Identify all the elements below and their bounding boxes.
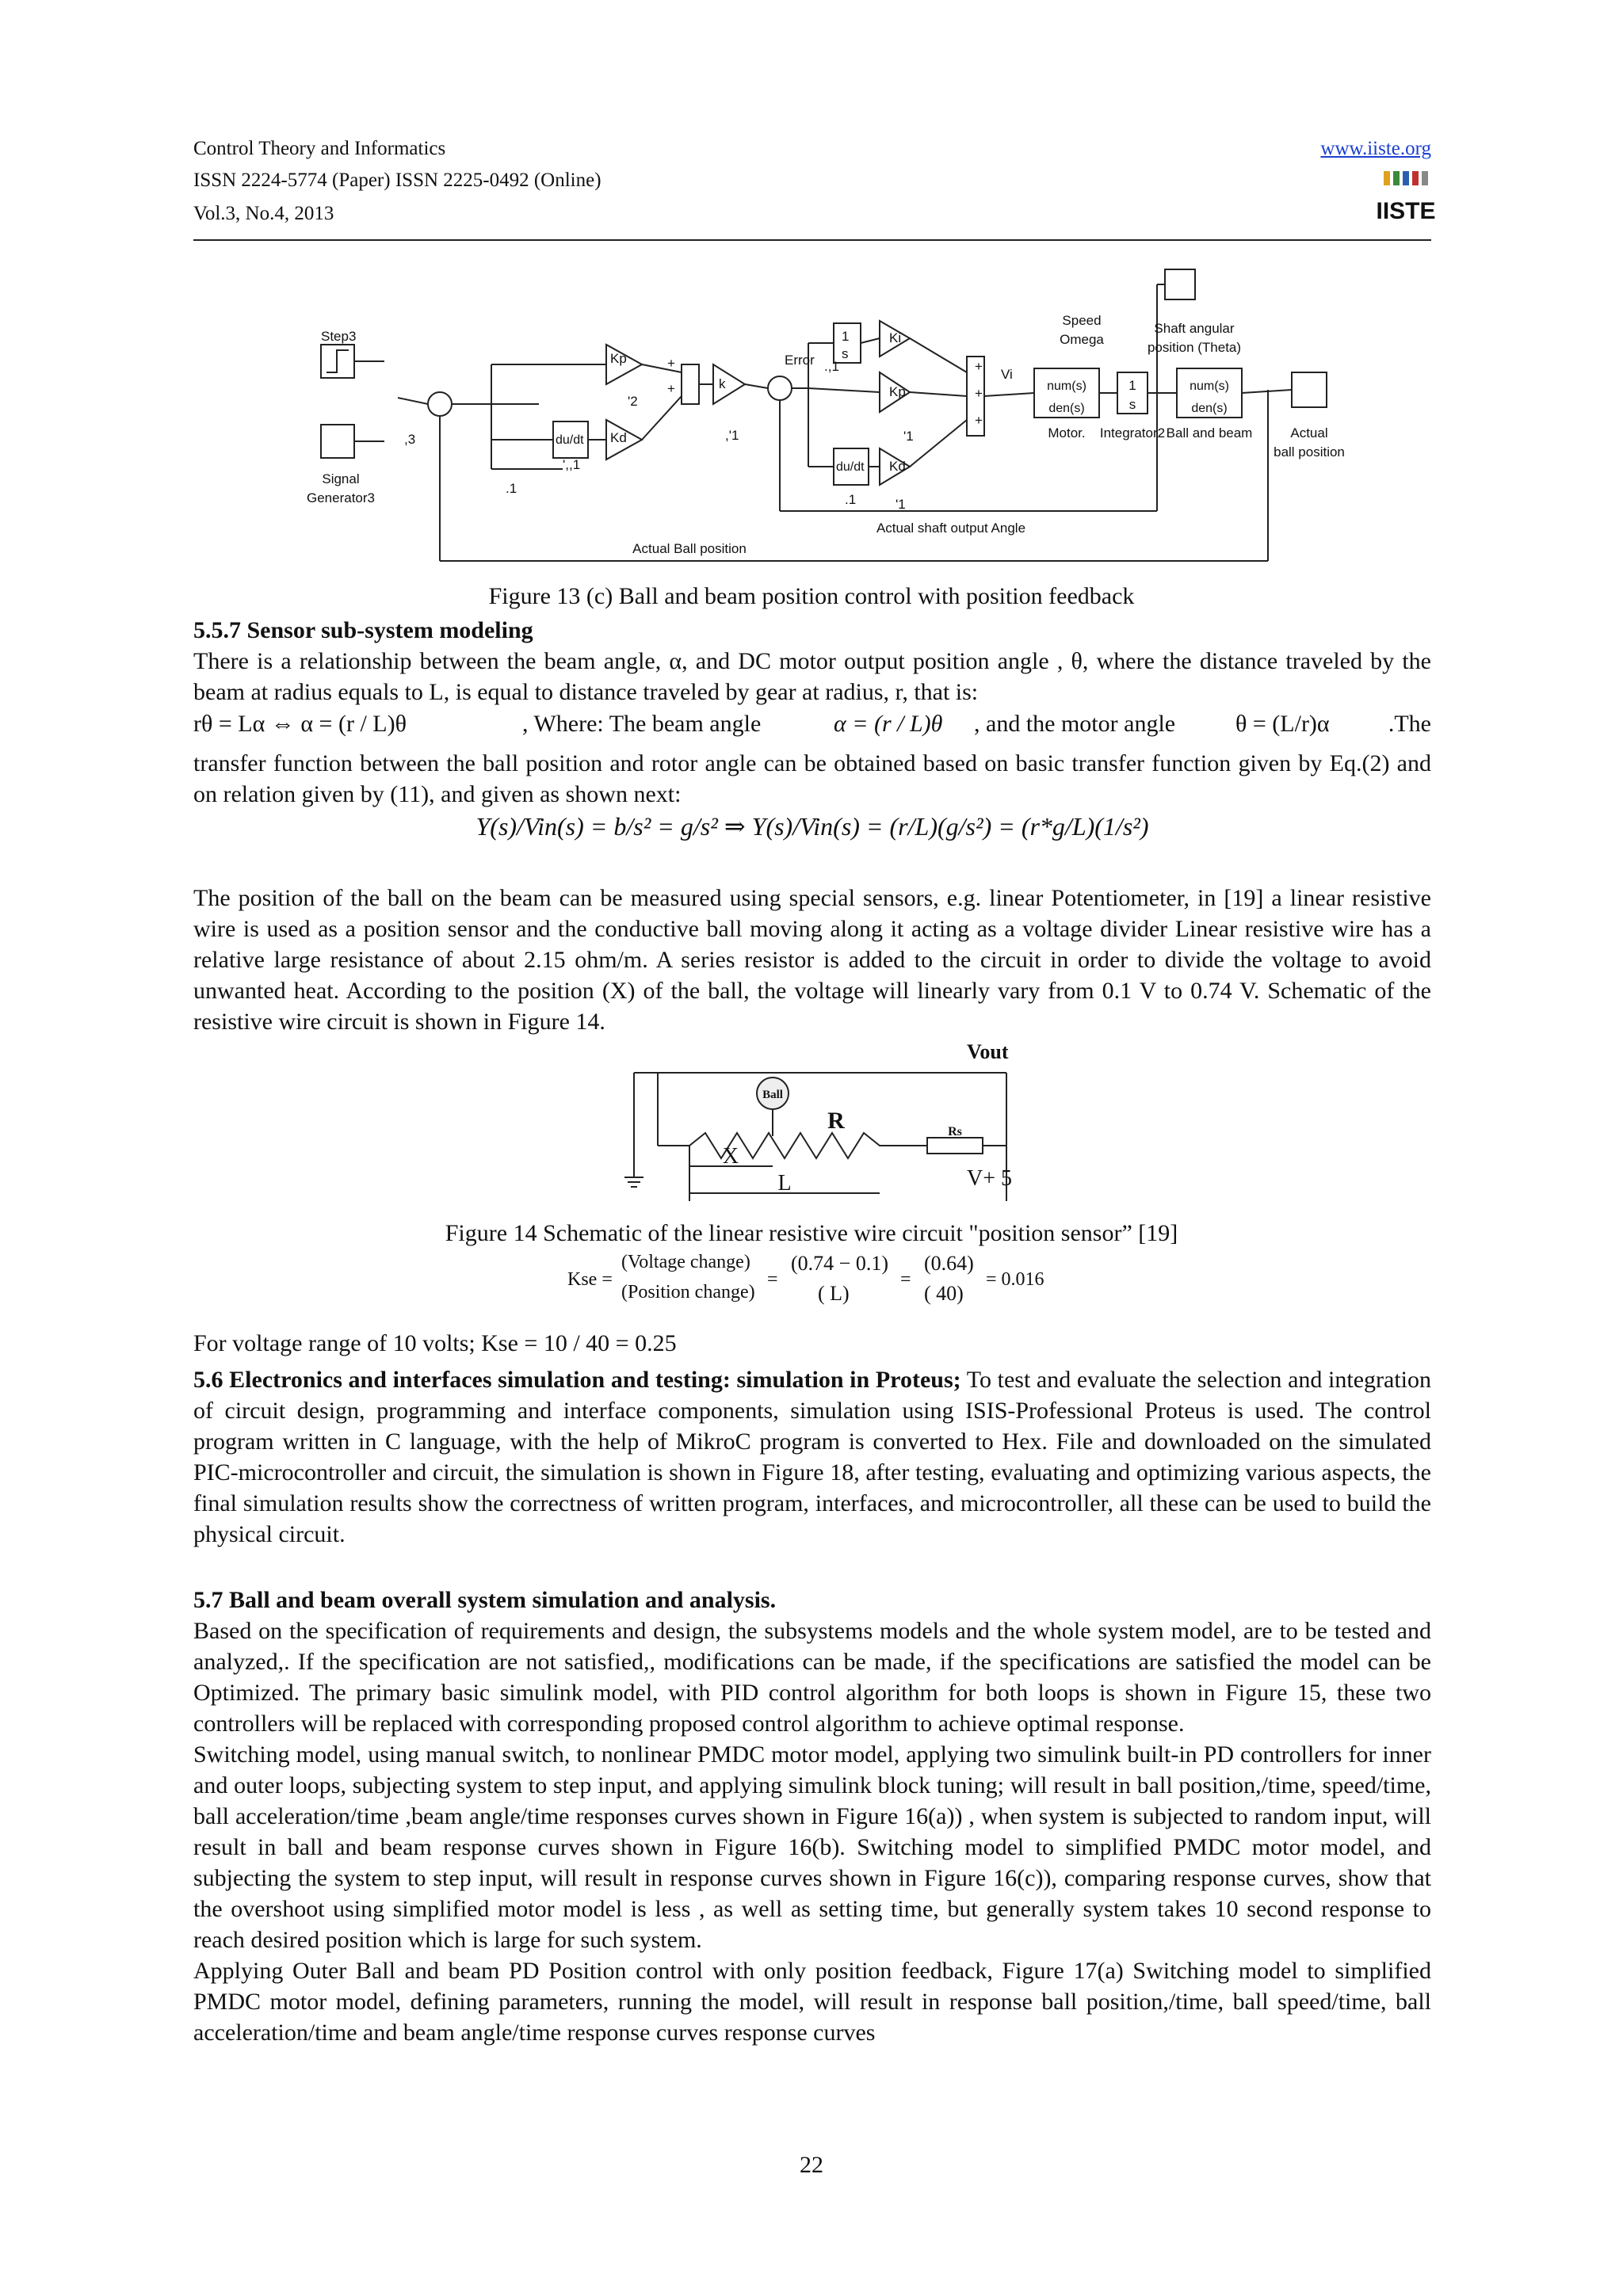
- gain-k-label: k: [719, 376, 726, 391]
- signal-gen-label-2: Generator3: [307, 490, 375, 505]
- kse-f2-num: (0.74 − 0.1): [791, 1252, 888, 1275]
- sum2-plus-2: +: [975, 386, 983, 401]
- eq-d: , and the motor angle: [974, 711, 1176, 737]
- figure-14-schematic: [618, 1035, 1062, 1217]
- sec-557-para2: transfer function between the ball position and rotor angle can be obtained based on basic transfer function given by Eq.(2) and on relation given by (11), and given as shown next:: [193, 750, 1431, 807]
- actual-label-2: ball position: [1274, 444, 1345, 460]
- x-label: X: [722, 1144, 739, 1169]
- kd-label: Kd: [610, 430, 627, 445]
- sec-56-heading: 5.6 Electronics and interfaces simulation and testing: simulation in Proteus;: [193, 1367, 961, 1393]
- sec-57-para2: Switching model, using manual switch, to nonlinear PMDC motor model, applying two simulink built-in PD controllers for inner and outer loops, subjecting system to step input, and applying simulink block tuning; will result in ball position,/time, speed/time, ball acceleration/time ,beam angle/time responses curves shown in Figure 16(a)) , when system is subjected to random input, will result in ball and beam response curves shown in Figure 16(b). Switching model to simplified PMDC motor model, and subjecting the system to step input, will result in response curves shown in Figure 16(c)), comparing response curves, show that the overshoot using simplified motor model is less , as well as setting time, but generally system takes 10 second response to reach desired position which is large for such system.: [193, 1741, 1431, 1953]
- ki-label: Ki: [889, 330, 902, 345]
- figure-14-caption: Figure 14 Schematic of the linear resistive wire circuit "position sensor” [19]: [445, 1220, 1178, 1246]
- kse-f3-num: (0.64): [924, 1252, 974, 1275]
- vplus-label: V+ 5: [967, 1166, 1013, 1191]
- ballbeam-num: num(s): [1190, 379, 1229, 393]
- sec-57-para3: Applying Outer Ball and beam PD Position control with only position feedback, Figure 17(a) Switching model to simplified PMDC motor model, defining parameters, running the model, will result in response ball position,/time, ball speed/time, ball acceleration/time and beam angle/time response curves response curves: [193, 1958, 1431, 2046]
- kse-f3-den: ( 40): [924, 1282, 964, 1305]
- dudt-label: du/dt: [556, 433, 584, 447]
- l-label: L: [777, 1171, 792, 1196]
- eq-a: rθ = Lα ⇔ α = (r / L)θ: [193, 711, 407, 737]
- tf-expression: Y(s)/Vin(s) = b/s² = g/s² ⇒ Y(s)/Vin(s) = (r/L)(g/s²) = (r*g/L)(1/s²): [475, 812, 1149, 841]
- omega-label: Omega: [1060, 332, 1104, 347]
- sec-557-heading: 5.5.7 Sensor sub-system modeling: [193, 617, 533, 643]
- figure-13-caption: Figure 13 (c) Ball and beam position control with position feedback: [488, 583, 1135, 609]
- eq-c: α = (r / L)θ: [834, 711, 943, 737]
- header-rule: [193, 239, 1431, 241]
- page-number: 22: [800, 2152, 823, 2178]
- shaft-label-2: position (Theta): [1147, 340, 1242, 355]
- issn-line: ISSN 2224-5774 (Paper) ISSN 2225-0492 (Online): [193, 170, 601, 191]
- kse-f1-num: (Voltage change): [621, 1252, 750, 1272]
- sec-57-para1: Based on the specification of requirements and design, the subsystems models and the whole system model, are to be tested and analyzed,. If the specification are not satisfied,, modifications can be made, if the specifications are satisfied the model can be Optimized. The primary basic simulink model, with PID control algorithm for both loops is shown in Figure 15, these two controllers will be replaced with corresponding proposed control algorithm to achieve optimal response.: [193, 1618, 1431, 1737]
- kse-equation: Kse = (Voltage change) (Position change) = (0.74 − 0.1) ( L) = (0.64) ( 40) = 0.016: [567, 1252, 1044, 1305]
- sec-557-para1: There is a relationship between the beam angle, α, and DC motor output position angle , θ, where the distance traveled by the beam at radius equals to L, is equal to distance traveled by gear at radius, r, that is:: [193, 648, 1431, 705]
- mark-dot1b: .,1: [824, 359, 839, 374]
- motor-num: num(s): [1047, 379, 1086, 393]
- dudt2-label: du/dt: [836, 460, 865, 474]
- kse-f2-den: ( L): [818, 1282, 850, 1305]
- int-den-label: s: [842, 346, 849, 361]
- shaft-label-1: Shaft angular: [1154, 321, 1235, 336]
- logo-text: IISTE: [1376, 198, 1436, 224]
- actual-ball-label: Actual Ball position: [632, 541, 747, 556]
- sum-plus-2: +: [667, 381, 675, 396]
- website-link[interactable]: www.iiste.org: [1320, 138, 1431, 159]
- actual-label-1: Actual: [1290, 425, 1328, 441]
- eq-e: θ = (L/r)α: [1235, 711, 1330, 737]
- journal-title: Control Theory and Informatics: [193, 138, 446, 159]
- kd2-label: Kd: [889, 459, 906, 474]
- sum2-plus-3: +: [975, 413, 983, 428]
- speed-label: Speed: [1062, 313, 1102, 328]
- ball-label: Ball: [762, 1089, 783, 1101]
- eq-line: [193, 708, 1431, 740]
- mark-dot1c: .1: [845, 492, 857, 507]
- step-label: Step3: [321, 329, 357, 344]
- r-label: R: [827, 1108, 845, 1134]
- actual-shaft-label: Actual shaft output Angle: [876, 521, 1026, 536]
- sec-56-text: To test and evaluate the selection and integration of circuit design, programming and interface components, simulation using ISIS-Professional Proteus is used. The control program written in C language, with the help of MikroC program is converted to Hex. File and downloaded on the simulated PIC-microcontroller and circuit, the simulation is shown in Figure 18, after testing, evaluating and optimizing various aspects, the final simulation results show the correctness of written program, interfaces, and microcontroller, all these can be used to build the physical circuit.: [193, 1367, 1431, 1547]
- integrator-label: Integrator2: [1099, 425, 1166, 441]
- vi-label: Vi: [1001, 367, 1013, 382]
- motor-label: Motor.: [1048, 425, 1086, 441]
- rs-label: Rs: [948, 1125, 962, 1138]
- mark-dot1: .1: [506, 481, 517, 496]
- signal-gen-label-1: Signal: [322, 471, 360, 486]
- mark-dots: ',,1: [563, 457, 581, 472]
- error-label: Error: [785, 353, 815, 368]
- sum-plus-1: +: [667, 356, 675, 371]
- volume-line: Vol.3, No.4, 2013: [193, 203, 334, 224]
- kp-label: Kp: [610, 351, 627, 366]
- kse-result: = 0.016: [986, 1269, 1044, 1290]
- ballbeam-den: den(s): [1191, 402, 1228, 415]
- mark-q1: '1: [903, 429, 914, 444]
- mark-2: '2: [628, 394, 638, 409]
- eq-b: , Where: The beam angle: [522, 711, 762, 737]
- sec-57-heading: 5.7 Ball and beam overall system simulation and analysis.: [193, 1587, 777, 1613]
- sum2-plus-1: +: [975, 359, 983, 374]
- ballbeam-label: Ball and beam: [1166, 425, 1253, 441]
- kse-lhs: Kse =: [567, 1269, 613, 1290]
- motor-den: den(s): [1048, 402, 1085, 415]
- vout-label: Vout: [967, 1040, 1009, 1063]
- transfer-function: [193, 811, 1431, 843]
- kse-line2: For voltage range of 10 volts; Kse = 10 / 40 = 0.25: [193, 1330, 677, 1356]
- integrator-den: s: [1128, 397, 1136, 412]
- kse-f1-den: (Position change): [621, 1282, 755, 1302]
- int-num-label: 1: [842, 329, 850, 344]
- sec-557-para3: The position of the ball on the beam can be measured using special sensors, e.g. linear Potentiometer, in [19] a linear resistive wire is used as a position sensor and the conductive ball moving along it acting as a voltage divider Linear resistive wire has a relative large resistance of about 2.15 ohm/m. A series resistor is added to the circuit in order to divide the voltage to avoid unwanted heat. According to the position (X) of the ball, the voltage will linearly vary from 0.1 V to 0.74 V. Schematic of the resistive wire circuit is shown in Figure 14.: [193, 885, 1431, 1035]
- figure-13-diagram: [301, 261, 1450, 570]
- mark-3: ,3: [404, 432, 416, 447]
- mark-1a: ,'1: [725, 428, 739, 443]
- iiste-logo-icon: [1376, 168, 1436, 227]
- kp2-label: Kp: [889, 384, 906, 399]
- eq-f: .The: [1388, 711, 1431, 737]
- mark-q1b: '1: [896, 497, 906, 512]
- integrator-num: 1: [1128, 378, 1136, 393]
- sec-56-para: [193, 1364, 1431, 1550]
